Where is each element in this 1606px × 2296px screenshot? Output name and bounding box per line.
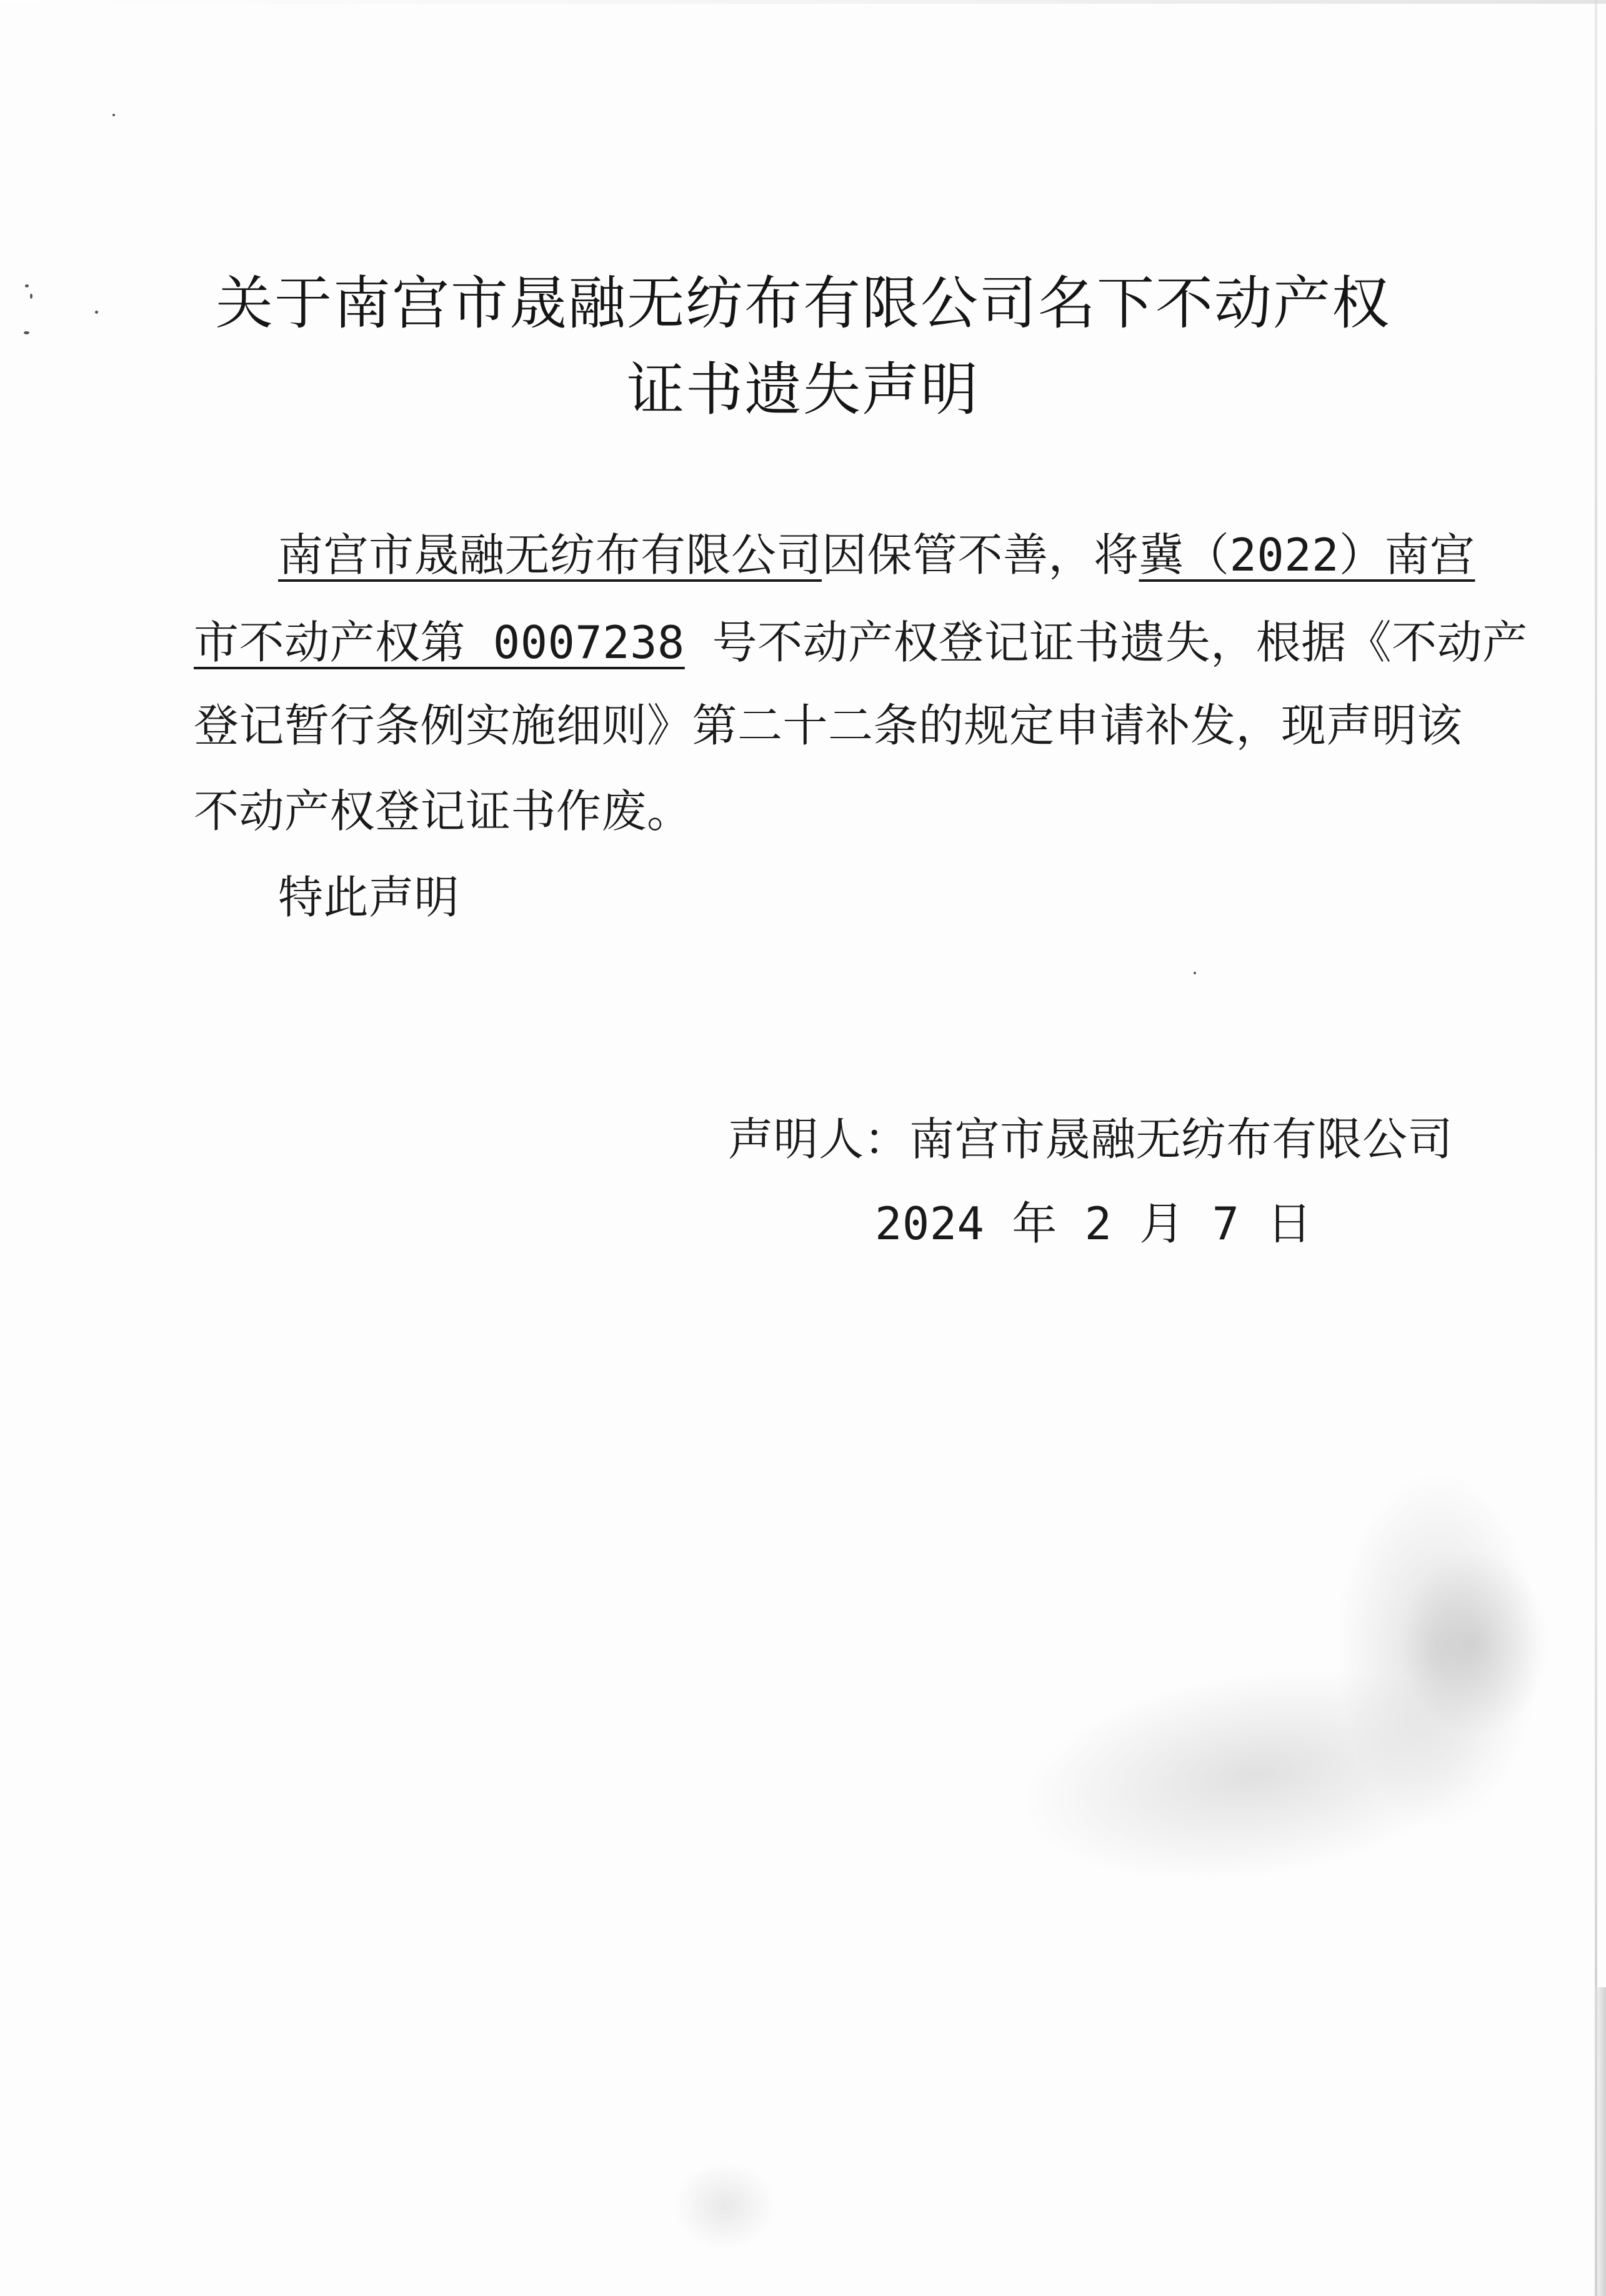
document-title-line-2: 证书遗失声明 (626, 356, 979, 423)
scan-edge-right (1595, 0, 1597, 2296)
declaration-date: 2024 年 2 月 7 日 (875, 1197, 1312, 1250)
scan-smudge (1400, 1550, 1550, 1737)
closing-statement: 特此声明 (278, 871, 460, 924)
scan-speck (25, 284, 29, 287)
paragraph-line-3: 登记暂行条例实施细则》第二十二条的规定申请补发，现声明该 (194, 699, 1463, 752)
declarant-signature: 声明人：南宫市晟融无纺布有限公司 (728, 1113, 1454, 1165)
scan-speck (24, 331, 29, 334)
scan-speck (112, 114, 115, 116)
document-title-line-1: 关于南宫市晟融无纺布有限公司名下不动产权 (215, 270, 1390, 337)
text-segment: 因保管不善，将 (822, 529, 1139, 581)
scan-speck (1194, 972, 1196, 974)
paragraph-line-1 (278, 529, 1475, 581)
company-name-underlined: 南宫市晟融无纺布有限公司 (278, 529, 822, 581)
text-segment: 号不动产权登记证书遗失，根据《不动产 (684, 616, 1528, 669)
scan-shadow-right (1594, 1987, 1606, 2296)
scan-edge-top (0, 0, 1606, 4)
paragraph-line-2 (194, 616, 1528, 669)
certificate-number-underlined: 冀（2022）南宫 (1139, 529, 1475, 581)
certificate-number-underlined-continued: 市不动产权第 0007238 (194, 616, 685, 669)
scan-speck (30, 294, 32, 299)
paragraph-line-4: 不动产权登记证书作废。 (194, 785, 692, 837)
scan-speck (95, 311, 98, 314)
scan-smudge (675, 2162, 775, 2250)
